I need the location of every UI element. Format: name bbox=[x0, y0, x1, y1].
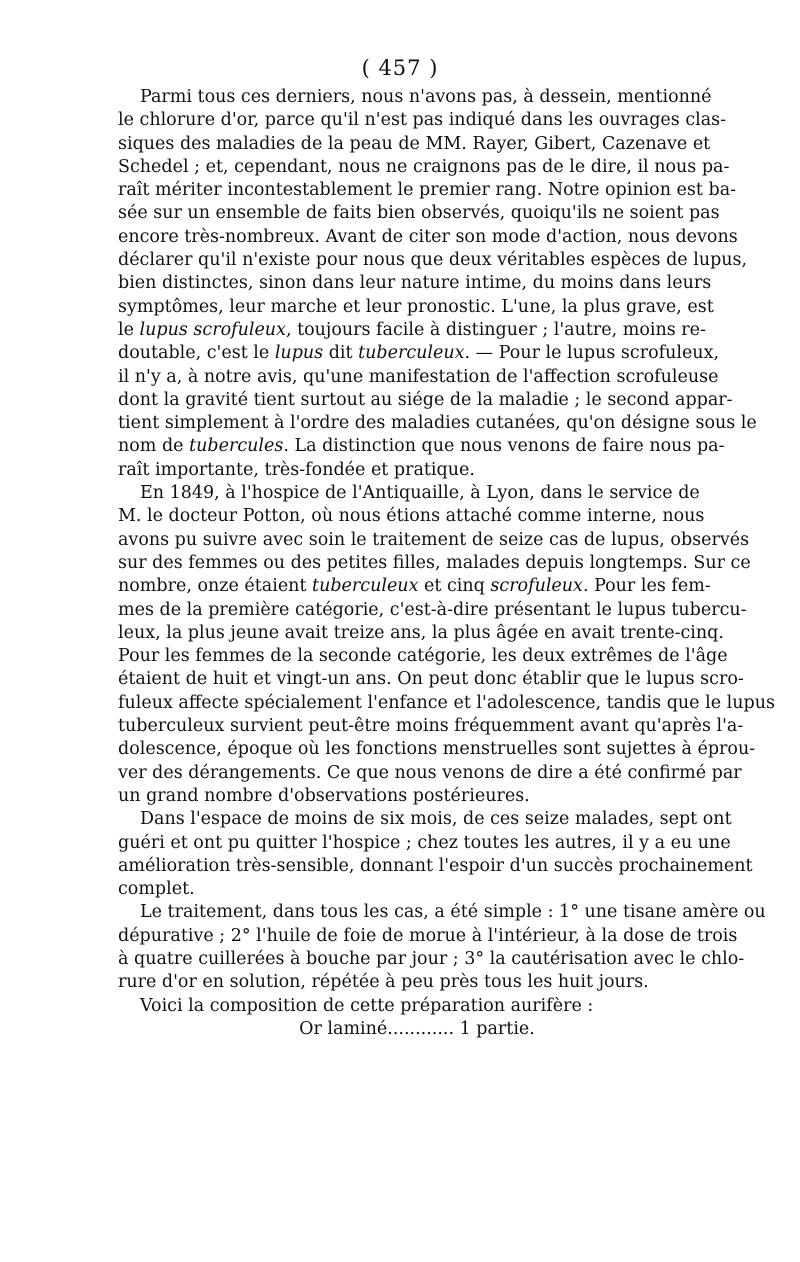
text-line bbox=[118, 785, 676, 808]
text-segment: , toujours facile à distinguer ; l'autre, moins re- bbox=[285, 319, 706, 340]
text-segment: amélioration très-sensible, donnant l'espoir d'un succès prochainement bbox=[118, 855, 753, 876]
text-segment: dépurative ; 2° l'huile de foie de morue à l'intérieur, à la dose de trois bbox=[118, 925, 738, 946]
text-line bbox=[118, 342, 720, 365]
text-segment: le chlorure d'or, parce qu'il n'est pas indiqué dans les ouvrages clas- bbox=[118, 110, 727, 131]
text-line bbox=[118, 366, 719, 389]
text-segment: sée sur un ensemble de faits bien observés, quoiqu'ils ne soient pas bbox=[118, 203, 720, 224]
text-line bbox=[118, 832, 731, 855]
text-segment: déclarer qu'il n'existe pour nous que deux véritables espèces de lupus, bbox=[118, 250, 748, 271]
text-line bbox=[118, 855, 753, 878]
text-segment: siques des maladies de la peau de MM. Rayer, Gibert, Cazenave et bbox=[118, 133, 711, 154]
text-segment: ver des dérangements. Ce que nous venons de dire a été confirmé par bbox=[118, 762, 742, 783]
text-segment: . La distinction que nous venons de faire nous pa- bbox=[283, 436, 725, 457]
text-segment: complet. bbox=[118, 879, 195, 900]
italic-term: tuberculeux bbox=[312, 576, 419, 597]
text-segment: nombre, onze étaient bbox=[118, 576, 313, 597]
text-segment: leux, la plus jeune avait treize ans, la plus âgée en avait trente-cinq. bbox=[118, 622, 724, 643]
text-line bbox=[118, 645, 728, 668]
text-segment: à quatre cuillerées à bouche par jour ; 3° la cautérisation avec le chlo- bbox=[118, 948, 745, 969]
text-line bbox=[118, 738, 756, 761]
page-number: ( 457 ) bbox=[361, 56, 439, 80]
text-line bbox=[118, 389, 733, 412]
text-line bbox=[118, 622, 724, 645]
text-line bbox=[118, 412, 757, 435]
text-segment: . — Pour le lupus scrofuleux, bbox=[464, 343, 720, 364]
text-segment: Le traitement, dans tous les cas, a été simple : 1° une tisane amère ou bbox=[140, 902, 766, 923]
text-segment: Schedel ; et, cependant, nous ne craignons pas de le dire, il nous pa- bbox=[118, 156, 730, 177]
text-segment: symptômes, leur marche et leur pronostic. L'une, la plus grave, est bbox=[118, 296, 714, 317]
text-segment: sur des femmes ou des petites filles, malades depuis longtemps. Sur ce bbox=[118, 552, 751, 573]
text-segment: rure d'or en solution, répétée à peu près tous les huit jours. bbox=[118, 972, 649, 993]
text-line bbox=[118, 202, 720, 225]
text-segment: En 1849, à l'hospice de l'Antiquaille, à Lyon, dans le service de bbox=[140, 483, 700, 504]
text-segment: et cinq bbox=[418, 576, 491, 597]
text-segment: Parmi tous ces derniers, nous n'avons pas, à dessein, mentionné bbox=[140, 87, 712, 107]
text-line bbox=[118, 995, 676, 1018]
text-line bbox=[118, 948, 745, 971]
text-line bbox=[118, 599, 747, 622]
text-line bbox=[118, 296, 714, 319]
text-segment: fuleux affecte spécialement l'enfance et l'adolescence, tandis que le lupus bbox=[118, 692, 775, 713]
text-line bbox=[118, 552, 751, 575]
text-line bbox=[118, 668, 744, 691]
text-line bbox=[118, 319, 706, 342]
text-line bbox=[118, 435, 725, 458]
text-line bbox=[118, 249, 748, 272]
text-segment: nom de bbox=[118, 436, 190, 457]
text-segment: raît importante, très-fondée et pratique. bbox=[118, 459, 475, 480]
text-line bbox=[118, 971, 676, 994]
text-line bbox=[118, 878, 676, 901]
text-line bbox=[118, 156, 730, 179]
text-line bbox=[118, 925, 738, 948]
text-segment: un grand nombre d'observations postérieures. bbox=[118, 785, 530, 806]
text-line bbox=[118, 529, 750, 552]
text-line bbox=[118, 901, 766, 924]
text-segment: doutable, c'est le bbox=[118, 343, 275, 364]
text-line bbox=[118, 86, 712, 109]
text-segment: Dans l'espace de moins de six mois, de ces seize malades, sept ont bbox=[140, 809, 732, 830]
text-segment: . Pour les fem- bbox=[582, 576, 711, 597]
text-segment: le bbox=[118, 319, 140, 340]
text-segment: mes de la première catégorie, c'est-à-dire présentant le lupus tubercu- bbox=[118, 599, 747, 620]
text-segment: avons pu suivre avec soin le traitement de seize cas de lupus, observés bbox=[118, 529, 750, 550]
text-segment: Pour les femmes de la seconde catégorie, les deux extrêmes de l'âge bbox=[118, 646, 728, 667]
text-segment: encore très-nombreux. Avant de citer son mode d'action, nous devons bbox=[118, 226, 738, 247]
text-line bbox=[118, 692, 775, 715]
text-segment: tient simplement à l'ordre des maladies cutanées, qu'on désigne sous le bbox=[118, 413, 757, 434]
text-line bbox=[118, 575, 711, 598]
text-segment: raît mériter incontestablement le premier rang. Notre opinion est ba- bbox=[118, 180, 737, 201]
text-line bbox=[118, 272, 712, 295]
italic-term: tuberculeux bbox=[358, 343, 465, 364]
italic-term: lupus scrofuleux bbox=[139, 319, 286, 340]
text-line bbox=[118, 109, 727, 132]
text-segment: guéri et ont pu quitter l'hospice ; chez toutes les autres, il y a eu une bbox=[118, 832, 731, 853]
text-segment: il n'y a, à notre avis, qu'une manifestation de l'affection scrofuleuse bbox=[118, 366, 719, 387]
text-line bbox=[118, 133, 711, 156]
text-line bbox=[118, 482, 700, 505]
italic-term: tubercules bbox=[189, 436, 284, 457]
text-line bbox=[118, 715, 744, 738]
text-line bbox=[118, 808, 732, 831]
text-line bbox=[118, 226, 738, 249]
text-line bbox=[118, 1018, 676, 1041]
text-segment: M. le docteur Potton, où nous étions attaché comme interne, nous bbox=[118, 506, 705, 527]
text-segment: bien distinctes, sinon dans leur nature intime, du moins dans leurs bbox=[118, 273, 712, 294]
text-segment: étaient de huit et vingt-un ans. On peut donc établir que le lupus scro- bbox=[118, 669, 744, 690]
text-line bbox=[118, 179, 737, 202]
italic-term: scrofuleux bbox=[490, 576, 583, 597]
italic-term: lupus bbox=[274, 343, 324, 364]
text-segment: dont la gravité tient surtout au siége de la maladie ; le second appar- bbox=[118, 389, 733, 410]
text-segment: dit bbox=[323, 343, 359, 364]
body-text bbox=[118, 86, 775, 1041]
text-line bbox=[118, 762, 742, 785]
text-line bbox=[118, 505, 705, 528]
text-segment: dolescence, époque où les fonctions menstruelles sont sujettes à éprou- bbox=[118, 739, 756, 760]
text-segment: Voici la composition de cette préparation aurifère : bbox=[140, 995, 594, 1016]
text-line bbox=[118, 459, 676, 482]
text-segment: Or laminé............ 1 partie. bbox=[299, 1018, 535, 1039]
text-segment: tuberculeux survient peut-être moins fréquemment avant qu'après l'a- bbox=[118, 716, 744, 737]
